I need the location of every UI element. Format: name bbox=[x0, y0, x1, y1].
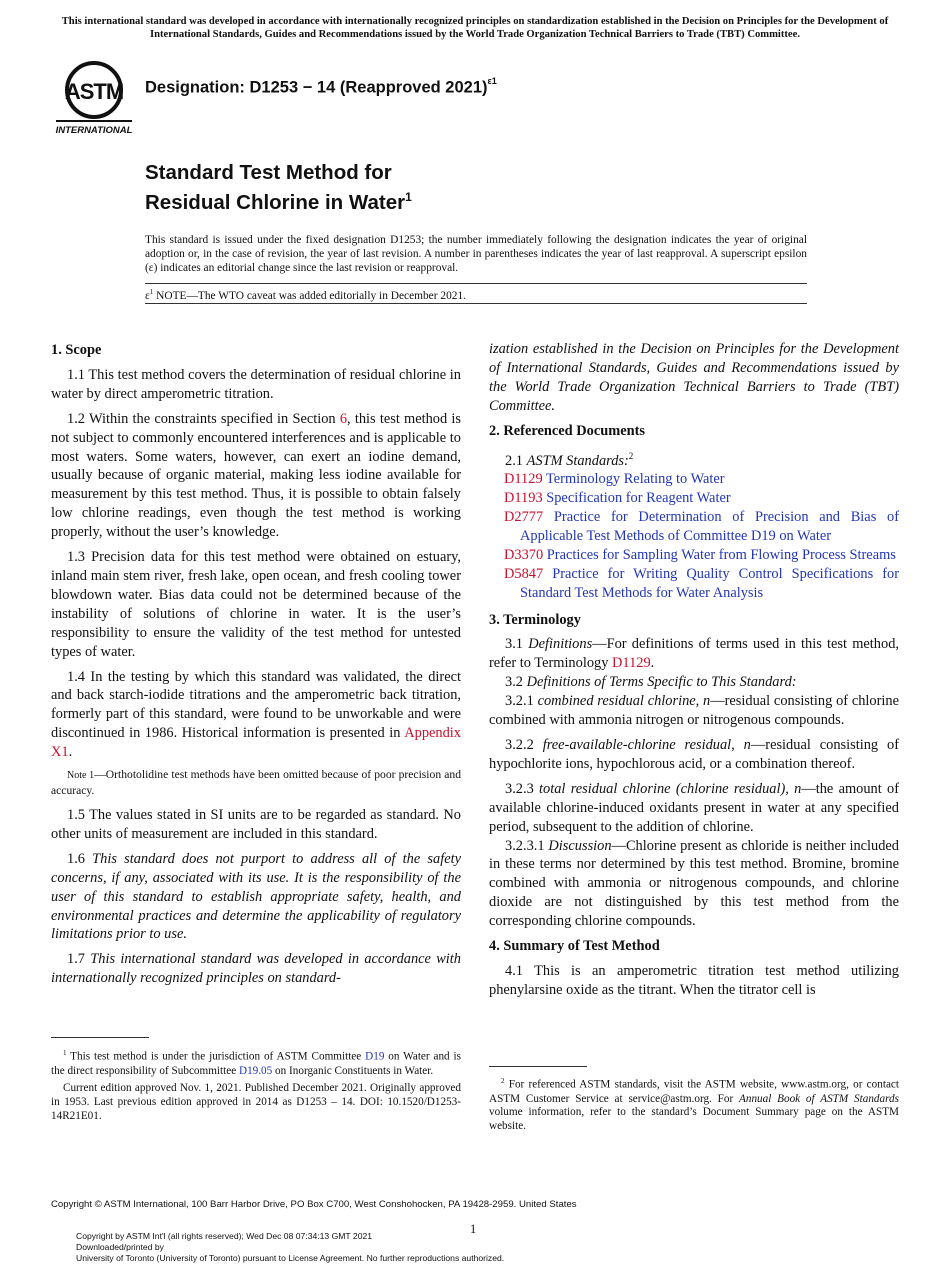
paragraph-1-7-continued: ization established in the Decision on Principles for the Development of International Standards, Guides and Recommendations issued by the World Trade Organization Technical Barriers to Trade (TBT) Committee. bbox=[489, 341, 899, 414]
paragraph-2-1: 2.1 ASTM Standards:$^2$ bbox=[505, 450, 634, 469]
astm-logo bbox=[54, 56, 134, 136]
paragraph-1-4: 1.4 In the testing by which this standard was validated, the direct and back starch-iodide titrations and the amperometric back titration, formerly part of this standard, were found to be unworkable and were discontinued in 1986. Historical information is presented in Appendix X1. bbox=[51, 668, 461, 761]
paragraph-3-2: 3.2 Definitions of Terms Specific to This Standard: bbox=[505, 674, 797, 691]
section-heading-terminology: 3. Terminology bbox=[489, 611, 581, 628]
footnote-divider bbox=[489, 1066, 587, 1067]
committee-d19-link[interactable]: D19 bbox=[365, 1050, 385, 1063]
divider bbox=[145, 283, 807, 284]
paragraph-3-2-2: 3.2.2 free-available-chlorine residual, n—residual consisting of hypochlorite ions, hypochlorous acid, or a combination thereof. bbox=[489, 737, 900, 772]
reference-item[interactable]: D2777 Practice for Determination of Precision and Bias of Applicable Test Methods of Committee D19 on Water bbox=[504, 509, 899, 544]
footnote-divider bbox=[51, 1037, 149, 1038]
d1129-link[interactable]: D1129 bbox=[612, 655, 651, 672]
appendix-x1-link[interactable]: Appendix X1 bbox=[51, 725, 461, 761]
reference-item[interactable]: D5847 Practice for Writing Quality Control Specifications for Standard Test Methods for Water Analysis bbox=[504, 565, 899, 601]
subcommittee-d19-05-link[interactable]: D19.05 bbox=[238, 1064, 273, 1077]
right-column bbox=[489, 340, 899, 1000]
epsilon-note: $\varepsilon^1$ NOTE—The WTO caveat was added editorially in December 2021. bbox=[145, 288, 467, 302]
logo-international: INTERNATIONAL bbox=[55, 125, 133, 136]
section-heading-summary: 4. Summary of Test Method bbox=[489, 938, 660, 955]
paragraph-1-1: 1.1 This test method covers the determination of residual chlorine in water by direct amperometric titration. bbox=[51, 366, 461, 402]
paragraph-4-1: 4.1 This is an amperometric titration test method utilizing phenylarsine oxide as the titrant. When the titrator cell is bbox=[489, 962, 899, 998]
paragraph-1-6: 1.6 This standard does not purport to address all of the safety concerns, if any, associated with its use. It is the responsibility of the user of this standard to establish appropriate safety, health, and environmental practices and determine the applicability of regulatory limitations prior to use. bbox=[51, 850, 461, 943]
section-heading-referenced-documents: 2. Referenced Documents bbox=[489, 422, 645, 439]
wto-caveat-header: This international standard was developed in accordance with internationally recognized principles on standardization established in the Decision on Principles for the Development of International Standards, Guides and Recommendations issued by the World Trade Organization Technical Barriers to Trade (TBT) Committee. bbox=[61, 16, 889, 40]
paragraph-1-5: 1.5 The values stated in SI units are to be regarded as standard. No other units of measurement are included in this standard. bbox=[51, 807, 461, 842]
reference-item[interactable]: D3370 Practices for Sampling Water from Flowing Process Streams bbox=[504, 546, 896, 563]
referenced-documents-list bbox=[489, 447, 899, 603]
paragraph-3-1: 3.1 Definitions—For definitions of terms used in this test method, refer to Terminology D1129. bbox=[489, 636, 899, 672]
paragraph-1-3: 1.3 Precision data for this test method were obtained on estuary, inland main stem river, fresh lake, open ocean, and fresh cooling tower blowdown water. Bias data could not be determined because of the instability of solutions of chlorine in water. It is the user’s responsibility to ensure the validity of the test method for untested types of water. bbox=[51, 549, 461, 660]
paragraph-3-2-3: 3.2.3 total residual chlorine (chlorine residual), n—the amount of available chlorine-induced oxidants present in water at any specified period, subsequent to the addition of chlorine. bbox=[489, 780, 899, 835]
download-notice: Copyright by ASTM Int'l (all rights reserved); Wed Dec 08 07:34:13 GMT 2021 Downloaded/printed by University of Toronto (University of Toronto) pursuant to License Agreement. No further reproductions authorized. bbox=[76, 1231, 505, 1263]
paragraph-3-2-3-1: 3.2.3.1 Discussion—Chlorine present as chloride is neither included in these terms nor determined by this test method. Bromine, bromine combined with ammonia or nitrogenous compounds, and chlorine dioxide are not distinguished by this test method from the corresponding chlorine compounds. bbox=[489, 837, 899, 930]
note-1: Note 1—Orthotolidine test methods have been omitted because of poor precision and accuracy. bbox=[51, 768, 461, 797]
left-column bbox=[51, 340, 461, 988]
section-heading-scope: 1. Scope bbox=[51, 342, 102, 358]
footnotes-left: $^1$ This test method is under the jurisdiction of ASTM Committee D19 on Water and is the direct responsibility of Subcommittee D19.05 on Inorganic Constituents in Water. Current edition approved Nov. 1, 2021. Published December 2021. Originally approved in 1953. Last previous edition approved in 2014 as D1253 – 14. DOI: 10.1520/D1253-14R21E01. bbox=[51, 1049, 462, 1122]
paragraph-3-2-1: 3.2.1 combined residual chlorine, n—residual consisting of chlorine combined with ammonia nitrogen or nitrogenous compounds. bbox=[489, 693, 899, 729]
section-6-link[interactable]: 6 bbox=[339, 410, 348, 427]
page-title: Standard Test Method for Residual Chlorine in Water$^1$ bbox=[145, 161, 412, 214]
divider bbox=[145, 303, 807, 304]
page-number: 1 bbox=[470, 1222, 477, 1236]
footnotes-right: $^2$ For referenced ASTM standards, visit the ASTM website, www.astm.org, or contact ASTM Customer Service at service@astm.org. For Annual Book of ASTM Standards volume information, refer to the standard’s Document Summary page on the ASTM website. bbox=[489, 1077, 899, 1133]
logo-text: ASTM bbox=[64, 79, 124, 104]
paragraph-1-7: 1.7 This international standard was developed in accordance with internationally recognized principles on standard- bbox=[51, 951, 461, 987]
designation: Designation: D1253 − 14 (Reapproved 2021)$^{\varepsilon 1}$ bbox=[145, 76, 497, 97]
reference-item[interactable]: D1193 Specification for Reagent Water bbox=[504, 490, 731, 507]
reference-item[interactable]: D1129 Terminology Relating to Water bbox=[504, 471, 725, 488]
copyright-line: Copyright © ASTM International, 100 Barr Harbor Drive, PO Box C700, West Conshohocken, PA 19428-2959. United States bbox=[51, 1199, 577, 1210]
paragraph-1-2: 1.2 Within the constraints specified in Section 6, this test method is not subject to commonly encountered interferences and is applicable to most waters. Some waters, however, can exert an iodine demand, usually because of organic material, making less iodine available for measurement by this test method. Thus, it is possible to obtain falsely low chlorine readings, even though the test method is working properly, without the user’s knowledge. bbox=[51, 410, 462, 541]
intro-paragraph: This standard is issued under the fixed designation D1253; the number immediately following the designation indicates the year of original adoption or, in the case of revision, the year of last revision. A number in parentheses indicates the year of last reapproval. A superscript epsilon (ε) indicates an editorial change since the last revision or reapproval. bbox=[145, 234, 807, 274]
